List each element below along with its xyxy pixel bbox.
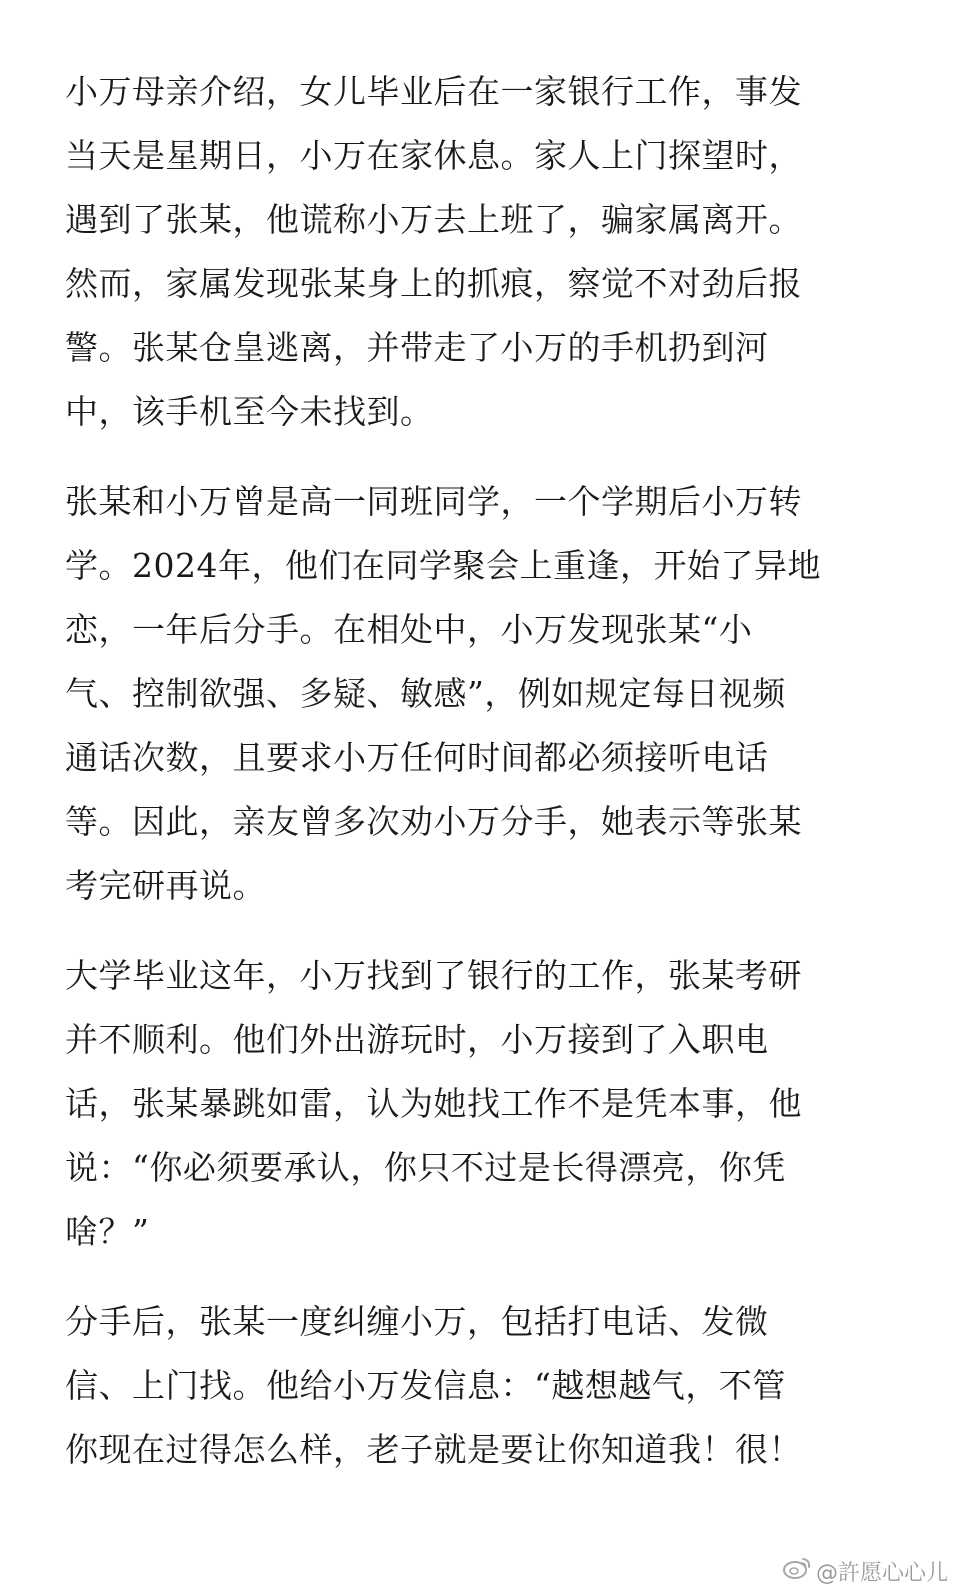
paragraph bbox=[65, 944, 945, 1264]
paragraph-line: 通话次数，且要求小万任何时间都必须接听电话 bbox=[65, 738, 769, 777]
paragraph-line: 说：“你必须要承认，你只不过是长得漂亮，你凭 bbox=[65, 1148, 786, 1187]
paragraph-line: 信、上门找。他给小万发信息：“越想越气，不管 bbox=[65, 1366, 786, 1405]
paragraph-line: 大学毕业这年，小万找到了银行的工作，张某考研 bbox=[65, 956, 802, 995]
paragraph-line: 小万母亲介绍，女儿毕业后在一家银行工作，事发 bbox=[65, 72, 802, 111]
paragraph-line: 中，该手机至今未找到。 bbox=[65, 392, 434, 431]
watermark bbox=[782, 1556, 948, 1586]
paragraph-line: 气、控制欲强、多疑、敏感”，例如规定每日视频 bbox=[65, 674, 786, 713]
watermark-text: @許愿心心儿 bbox=[815, 1560, 948, 1586]
article-body bbox=[65, 60, 945, 1508]
paragraph bbox=[65, 470, 945, 918]
paragraph-line: 遇到了张某，他谎称小万去上班了，骗家属离开。 bbox=[65, 200, 802, 239]
paragraph-line: 学。2024年，他们在同学聚会上重逢，开始了异地 bbox=[65, 546, 821, 585]
paragraph-line: 当天是星期日，小万在家休息。家人上门探望时， bbox=[65, 136, 802, 175]
paragraph-line: 考完研再说。 bbox=[65, 866, 266, 905]
paragraph-line: 警。张某仓皇逃离，并带走了小万的手机扔到河 bbox=[65, 328, 769, 367]
paragraph-line: 恋，一年后分手。在相处中，小万发现张某“小 bbox=[65, 610, 753, 649]
paragraph-line: 啥？” bbox=[65, 1212, 150, 1251]
weibo-icon bbox=[782, 1556, 812, 1586]
paragraph-line: 张某和小万曾是高一同班同学，一个学期后小万转 bbox=[65, 482, 802, 521]
paragraph bbox=[65, 1290, 945, 1482]
paragraph-line: 并不顺利。他们外出游玩时，小万接到了入职电 bbox=[65, 1020, 769, 1059]
paragraph-line: 等。因此，亲友曾多次劝小万分手，她表示等张某 bbox=[65, 802, 802, 841]
paragraph-line: 然而，家属发现张某身上的抓痕，察觉不对劲后报 bbox=[65, 264, 802, 303]
paragraph bbox=[65, 60, 945, 444]
paragraph-line: 分手后，张某一度纠缠小万，包括打电话、发微 bbox=[65, 1302, 769, 1341]
paragraph-line: 话，张某暴跳如雷，认为她找工作不是凭本事，他 bbox=[65, 1084, 802, 1123]
paragraph-line: 你现在过得怎么样，老子就是要让你知道我！很！ bbox=[65, 1430, 802, 1469]
